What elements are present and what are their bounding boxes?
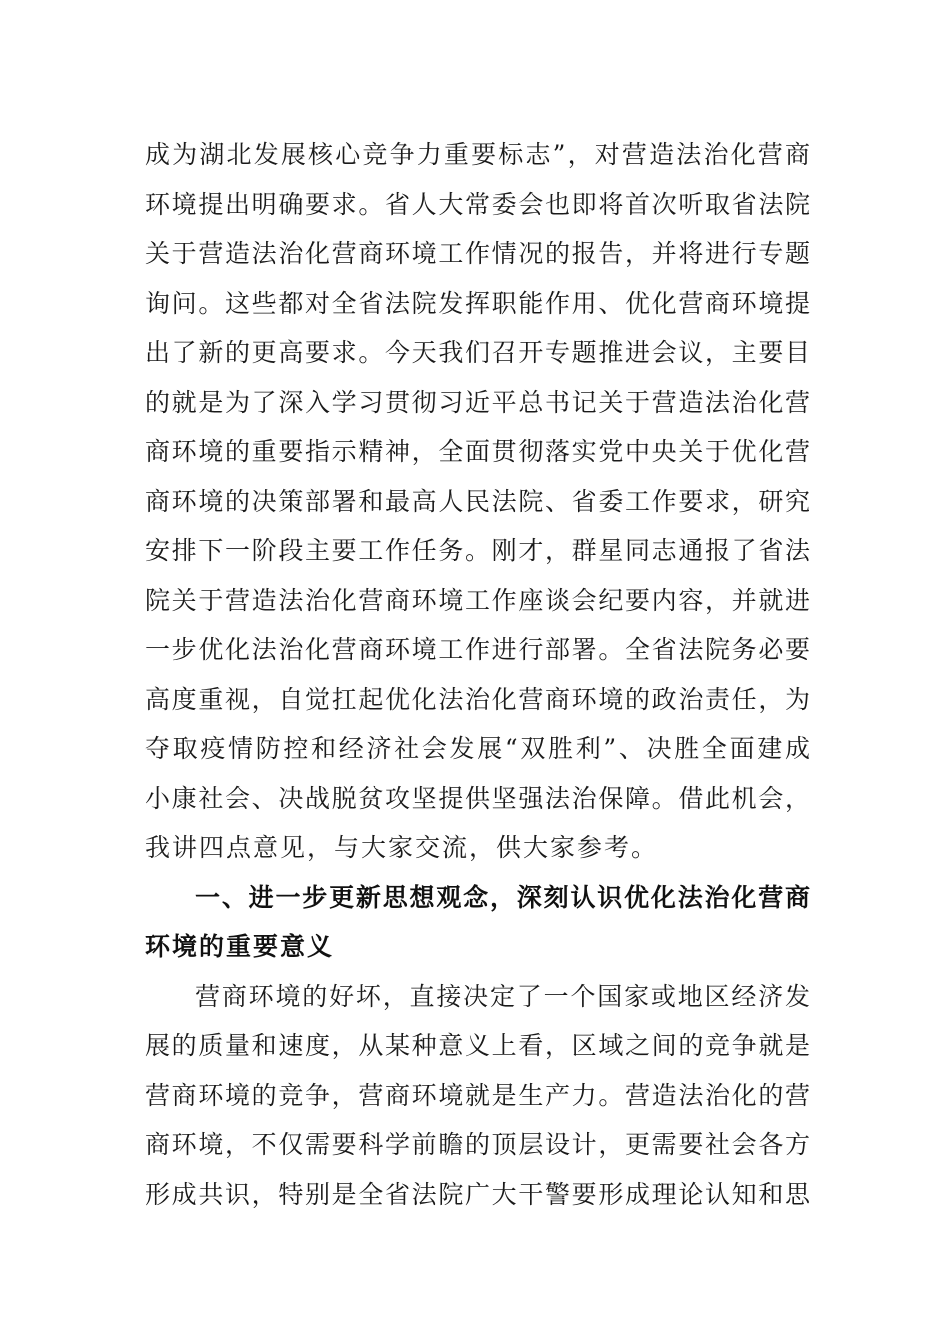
text-line: 关于营造法治化营商环境工作情况的报告，并将进行专题 — [145, 239, 810, 268]
text-line: 商环境的重要指示精神，全面贯彻落实党中央关于优化营 — [145, 437, 810, 466]
text-line: 营商环境的好坏，直接决定了一个国家或地区经济发 — [195, 981, 810, 1011]
text-line: 成为湖北发展核心竞争力重要标志”，对营造法治化营商 — [145, 140, 810, 169]
text-line: 安排下一阶段主要工作任务。刚才，群星同志通报了省法 — [145, 536, 810, 565]
text-line: 的就是为了深入学习贯彻习近平总书记关于营造法治化营 — [145, 387, 810, 417]
text-line: 我讲四点意见，与大家交流，供大家参考。 — [145, 833, 659, 862]
heading-line: 一、进一步更新思想观念，深刻认识优化法治化营商 — [195, 882, 810, 912]
text-line: 环境提出明确要求。省人大常委会也即将首次听取省法院 — [145, 189, 810, 219]
text-line: 一步优化法治化营商环境工作进行部署。全省法院务必要 — [145, 635, 810, 664]
text-line: 展的质量和速度，从某种意义上看，区域之间的竞争就是 — [145, 1031, 810, 1060]
text-line: 高度重视，自觉扛起优化法治化营商环境的政治责任，为 — [145, 684, 810, 714]
section-heading — [145, 873, 810, 972]
paragraph-intro — [145, 130, 810, 873]
paragraph-section-1 — [145, 972, 810, 1220]
text-line: 夺取疫情防控和经济社会发展“双胜利”、决胜全面建成 — [145, 734, 810, 763]
text-line: 出了新的更高要求。今天我们召开专题推进会议，主要目 — [145, 338, 810, 367]
text-line: 营商环境的竞争，营商环境就是生产力。营造法治化的营 — [145, 1080, 810, 1110]
heading-line: 环境的重要意义 — [145, 932, 335, 961]
text-line: 小康社会、决战脱贫攻坚提供坚强法治保障。借此机会， — [145, 783, 810, 813]
text-line: 院关于营造法治化营商环境工作座谈会纪要内容，并就进 — [145, 585, 810, 615]
text-line: 商环境的决策部署和最高人民法院、省委工作要求，研究 — [145, 486, 810, 516]
document-body — [145, 130, 810, 1219]
text-line: 询问。这些都对全省法院发挥职能作用、优化营商环境提 — [145, 288, 810, 318]
text-line: 商环境，不仅需要科学前瞻的顶层设计，更需要社会各方 — [145, 1130, 810, 1159]
text-line: 形成共识，特别是全省法院广大干警要形成理论认知和思 — [145, 1179, 810, 1209]
